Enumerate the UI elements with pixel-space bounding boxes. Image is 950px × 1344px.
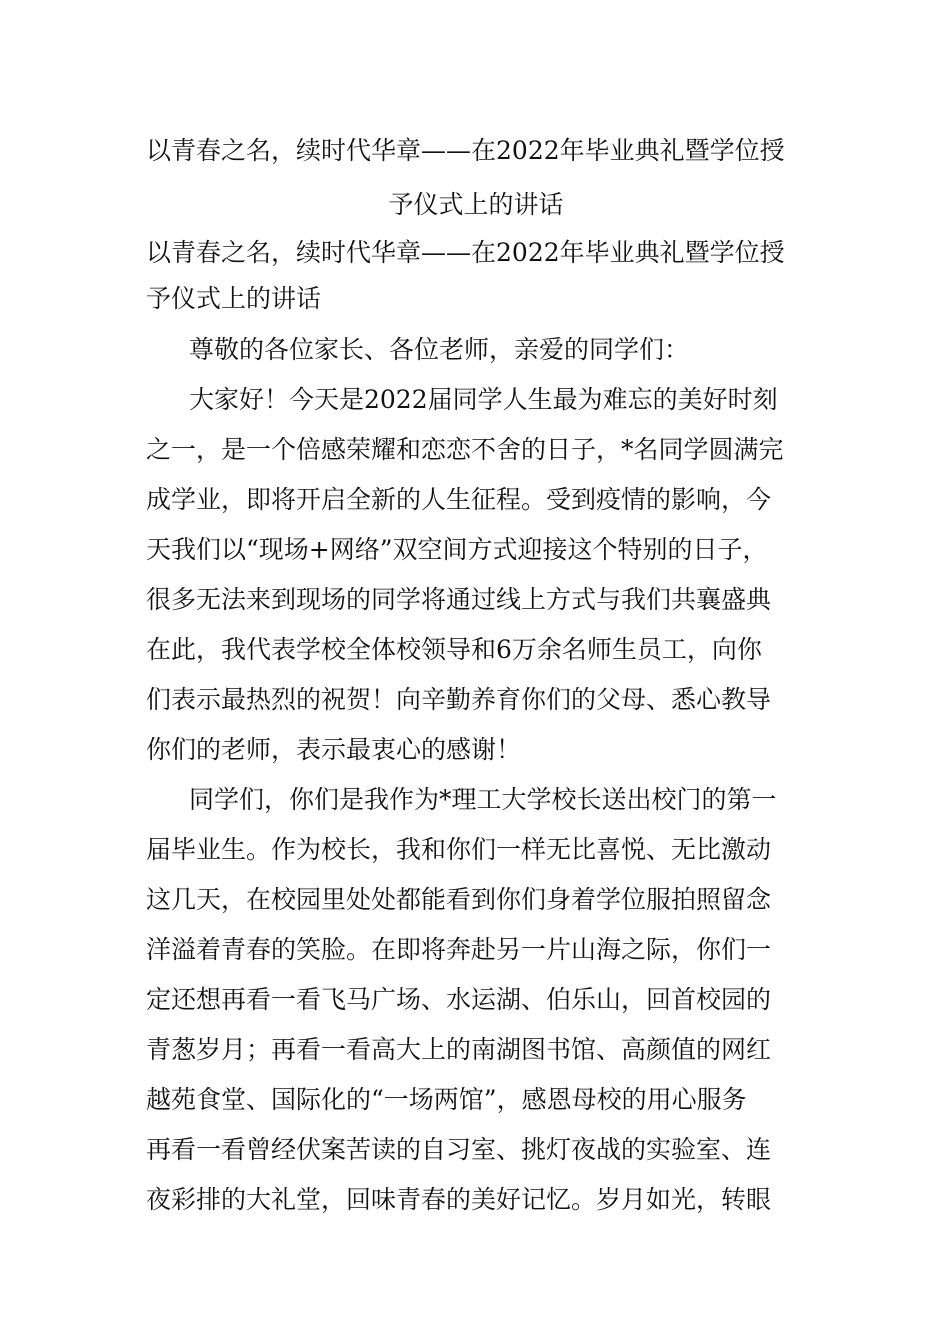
- paragraph-2-line: 越苑食堂、国际化的“一场两馆”，感恩母校的用心服务: [146, 1085, 747, 1114]
- paragraph-1-line: 天我们以“现场+网络”双空间方式迎接这个特别的日子，: [146, 535, 768, 564]
- paragraph-2-line: 再看一看曾经伏案苦读的自习室、挑灯夜战的实验室、连: [146, 1135, 772, 1164]
- salutation-paragraph: [146, 325, 806, 375]
- paragraph-2-line: 这几天，在校园里处处都能看到你们身着学位服拍照留念: [146, 885, 772, 914]
- paragraph-1-line: 成学业，即将开启全新的人生征程。受到疫情的影响，今: [146, 485, 772, 514]
- paragraph-1-line: 大家好！今天是2022届同学人生最为难忘的美好时刻: [189, 385, 778, 414]
- paragraph-2-line: 青葱岁月；再看一看高大上的南湖图书馆、高颜值的网红: [146, 1035, 772, 1064]
- paragraph-1-line: 很多无法来到现场的同学将通过线上方式与我们共襄盛典: [146, 585, 772, 614]
- subtitle-line-2: 予仪式上的讲话: [146, 284, 322, 313]
- paragraph-1-line: 之一，是一个倍感荣耀和恋恋不舍的日子，*名同学圆满完: [146, 435, 784, 464]
- paragraph-1-line: 你们的老师，表示最衷心的感谢！: [146, 735, 522, 764]
- paragraph-2-line: 夜彩排的大礼堂，回味青春的美好记忆。岁月如光，转眼: [146, 1185, 772, 1214]
- paragraph-1: [146, 375, 806, 775]
- title-line-2: 予仪式上的讲话: [388, 190, 564, 219]
- paragraph-2-line: 同学们，你们是我作为*理工大学校长送出校门的第一: [189, 785, 777, 814]
- document-subtitle: [146, 230, 806, 322]
- subtitle-line-1: 以青春之名，续时代华章——在2022年毕业典礼暨学位授: [146, 238, 785, 267]
- paragraph-2-line: 届毕业生。作为校长，我和你们一样无比喜悦、无比激动: [146, 835, 772, 864]
- title-line-1: 以青春之名，续时代华章——在2022年毕业典礼暨学位授: [146, 136, 785, 165]
- paragraph-2-line: 定还想再看一看飞马广场、水运湖、伯乐山，回首校园的: [146, 985, 772, 1014]
- paragraph-2-line: 洋溢着青春的笑脸。在即将奔赴另一片山海之际，你们一: [146, 935, 772, 964]
- paragraph-1-line: 们表示最热烈的祝贺！向辛勤养育你们的父母、悉心教导: [146, 685, 772, 714]
- paragraph-1-line: 在此，我代表学校全体校领导和6万余名师生员工，向你: [146, 635, 762, 664]
- document-title: [146, 124, 806, 232]
- paragraph-2: [146, 775, 806, 1225]
- document-page: [146, 124, 806, 1225]
- salutation: 尊敬的各位家长、各位老师，亲爱的同学们：: [189, 335, 690, 364]
